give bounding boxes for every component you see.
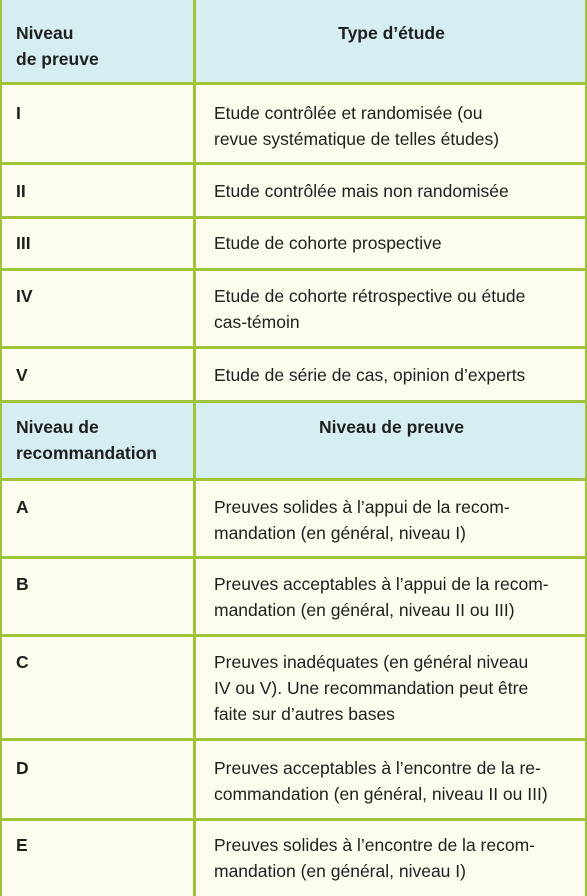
table-row (0, 480, 587, 558)
evidence-level: II (16, 181, 26, 201)
table-row (0, 270, 587, 348)
table-border-left (0, 0, 2, 896)
study-type: Etude de série de cas, opinion d’experts (214, 365, 526, 385)
recommendation-grade: A (16, 497, 29, 517)
row-divider (0, 478, 587, 481)
recommendation-text: Preuves solides à l’appui de la recom- mandation (en général, niveau I) (214, 497, 510, 543)
row-divider (0, 346, 587, 349)
study-type: Etude de cohorte rétrospective ou étude cas-témoin (214, 286, 526, 332)
recommendation-grade: D (16, 758, 29, 778)
evidence-level: I (16, 103, 21, 123)
evidence-level: III (16, 233, 31, 253)
table-row (0, 636, 587, 740)
header-recommendation-level: Niveau de recommandation (16, 417, 157, 463)
row-divider (0, 400, 587, 403)
row-divider (0, 818, 587, 821)
study-type: Etude contrôlée mais non randomisée (214, 181, 509, 201)
row-divider (0, 162, 587, 165)
row-divider (0, 634, 587, 637)
recommendation-text: Preuves acceptables à l’encontre de la re- commandation (en général, niveau II ou III) (214, 758, 548, 804)
row-divider (0, 268, 587, 271)
row-divider (0, 216, 587, 219)
header-evidence-level: Niveau de preuve (16, 23, 99, 69)
header-evidence-level-2: Niveau de preuve (319, 417, 464, 437)
column-divider (193, 0, 196, 896)
recommendation-text: Preuves acceptables à l’appui de la recom- mandation (en général, niveau II ou III) (214, 574, 549, 620)
recommendation-text: Preuves solides à l’encontre de la recom- mandation (en général, niveau I) (214, 835, 535, 881)
study-type: Etude de cohorte prospective (214, 233, 442, 253)
table-row (0, 164, 587, 218)
recommendation-grade: B (16, 574, 29, 594)
table-row (0, 820, 587, 896)
study-type: Etude contrôlée et randomisée (ou revue systématique de telles études) (214, 103, 500, 149)
table-row (0, 84, 587, 164)
recommendation-grade: E (16, 835, 28, 855)
recommendation-grade: C (16, 652, 29, 672)
row-divider (0, 82, 587, 85)
evidence-level: IV (16, 286, 33, 306)
table-row (0, 558, 587, 636)
table-row (0, 218, 587, 270)
table-row (0, 740, 587, 820)
header-study-type: Type d’étude (338, 23, 445, 43)
row-divider (0, 738, 587, 741)
evidence-level: V (16, 365, 28, 385)
table-row (0, 348, 587, 402)
header-evidence (0, 0, 587, 84)
row-divider (0, 556, 587, 559)
recommendation-text: Preuves inadéquates (en général niveau IV ou V). Une recommandation peut être faite sur d’autres bases (214, 652, 529, 724)
header-recommendation (0, 402, 587, 480)
